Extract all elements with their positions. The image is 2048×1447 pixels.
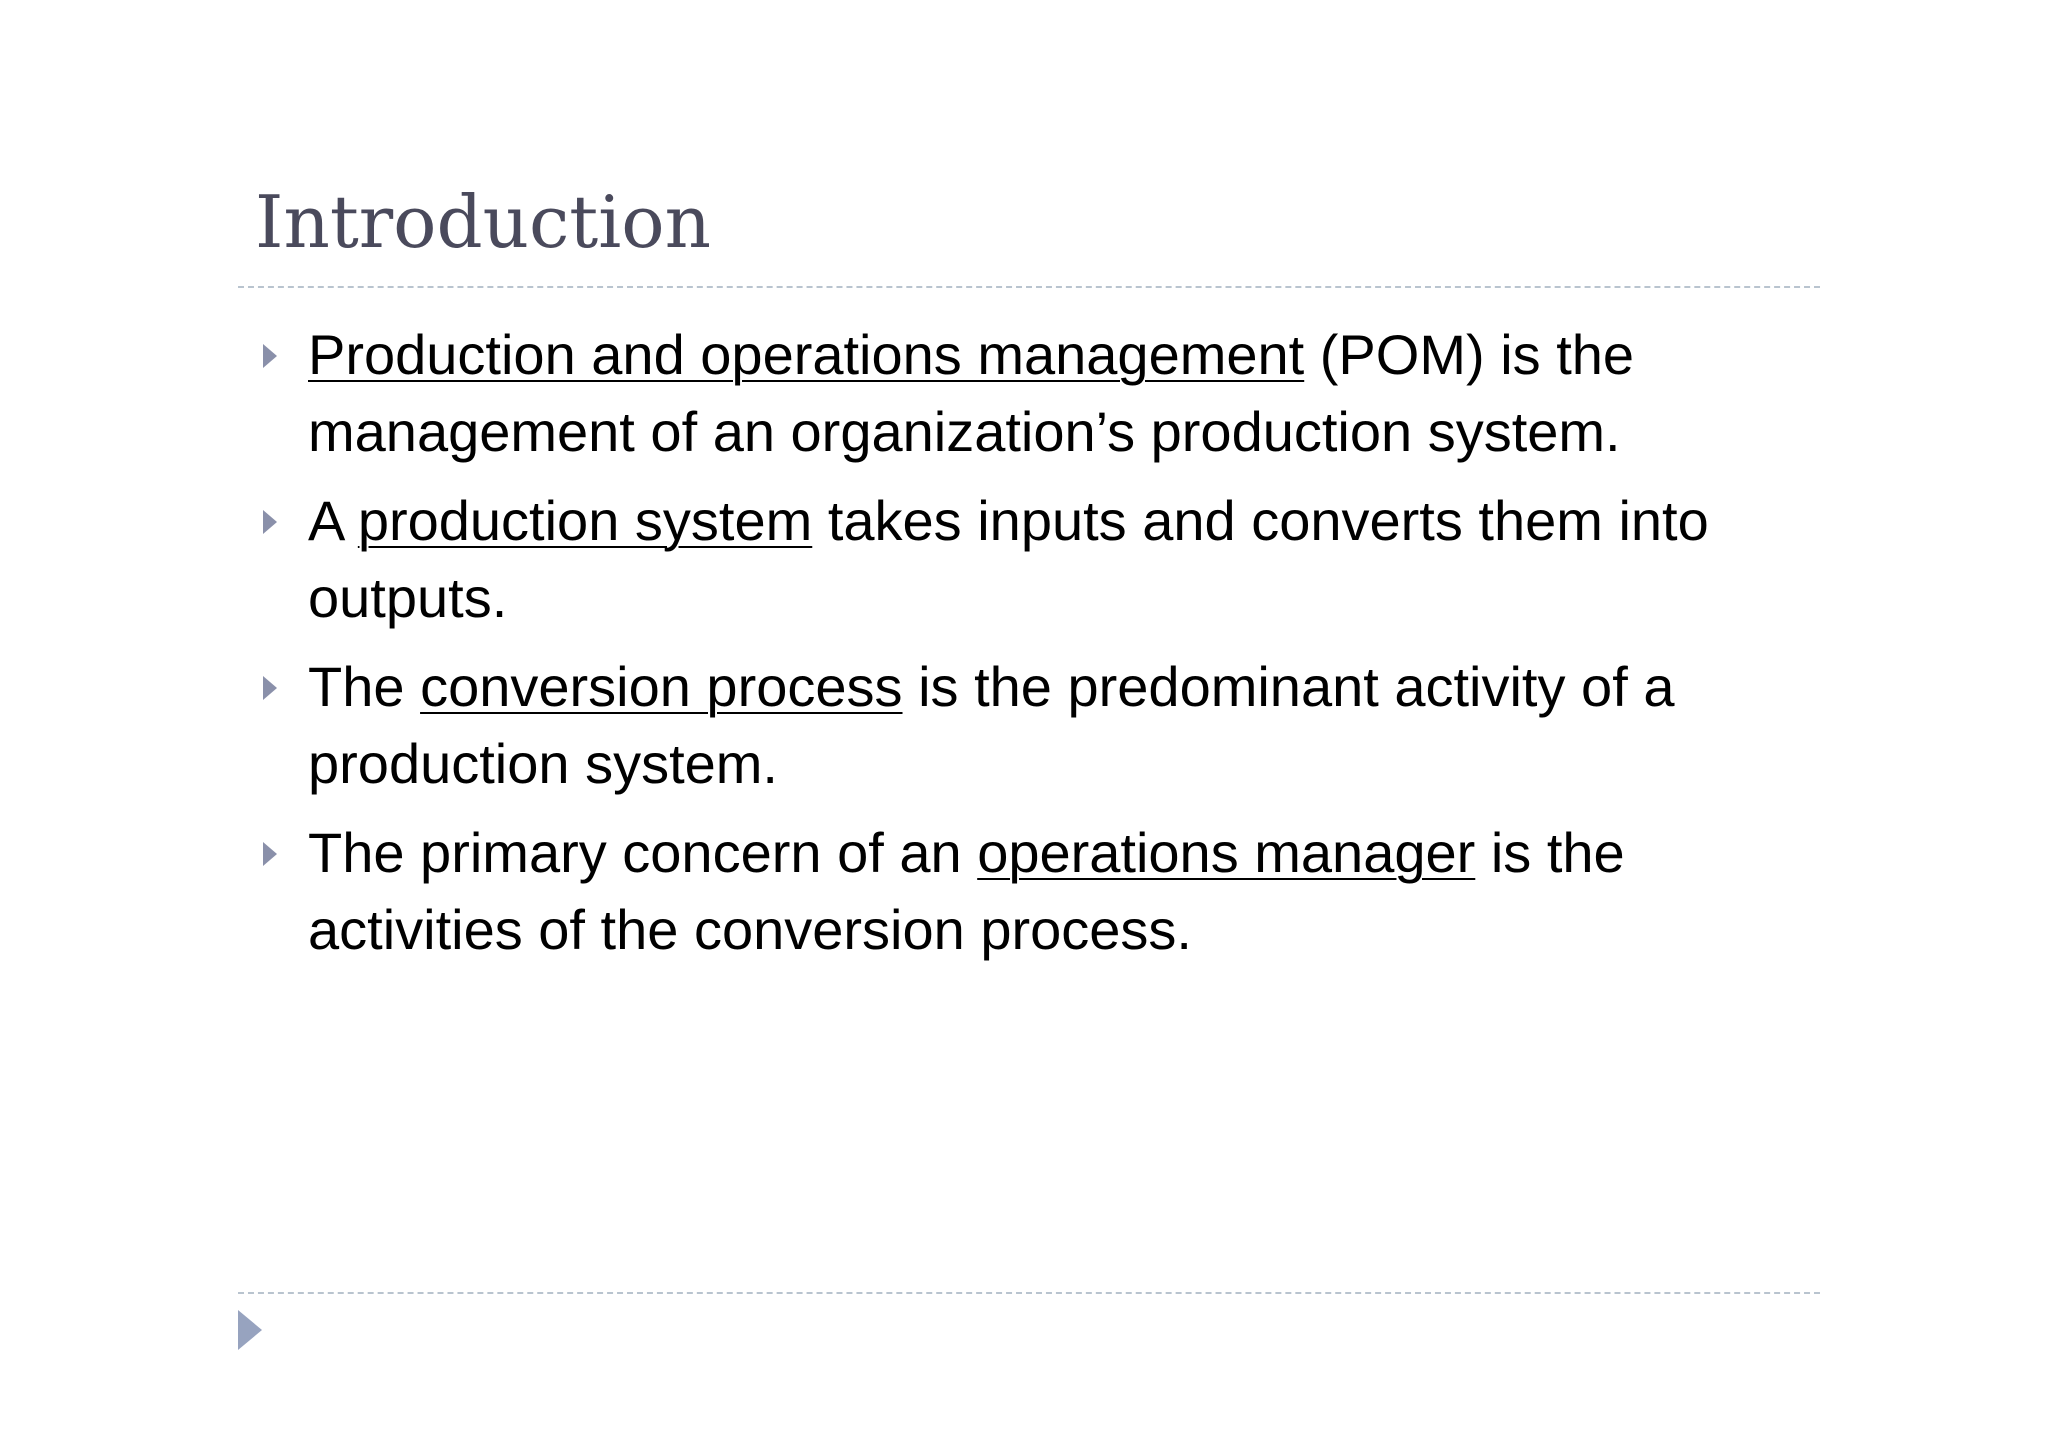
bullet-item (255, 648, 1815, 802)
bullet-text-after: is the predominant activity of a production system. (308, 655, 1675, 795)
bullet-item (255, 316, 1815, 470)
bullet-text-after: takes inputs and converts them into outputs. (308, 489, 1709, 629)
bullet-key-term: operations manager (977, 821, 1476, 884)
bullet-list (255, 316, 1815, 980)
bullet-text-after: is the activities of the conversion process. (308, 821, 1625, 961)
bullet-text-before: The (308, 655, 421, 718)
next-slide-arrow-icon[interactable] (238, 1310, 262, 1350)
bullet-text-after: (POM) is the management of an organization’s production system. (308, 323, 1635, 463)
title-divider (238, 286, 1820, 288)
bullet-triangle-icon (263, 510, 277, 534)
footer-divider (238, 1292, 1820, 1294)
bullet-key-term: Production and operations management (308, 323, 1305, 386)
bullet-triangle-icon (263, 842, 277, 866)
bullet-triangle-icon (263, 344, 277, 368)
slide-title: Introduction (255, 180, 711, 264)
bullet-key-term: production system (357, 489, 813, 552)
bullet-text-before: The primary concern of an (308, 821, 978, 884)
bullet-key-term: conversion process (420, 655, 903, 718)
bullet-item (255, 482, 1815, 636)
bullet-triangle-icon (263, 676, 277, 700)
bullet-text-before: A (308, 489, 358, 552)
bullet-item (255, 814, 1815, 968)
